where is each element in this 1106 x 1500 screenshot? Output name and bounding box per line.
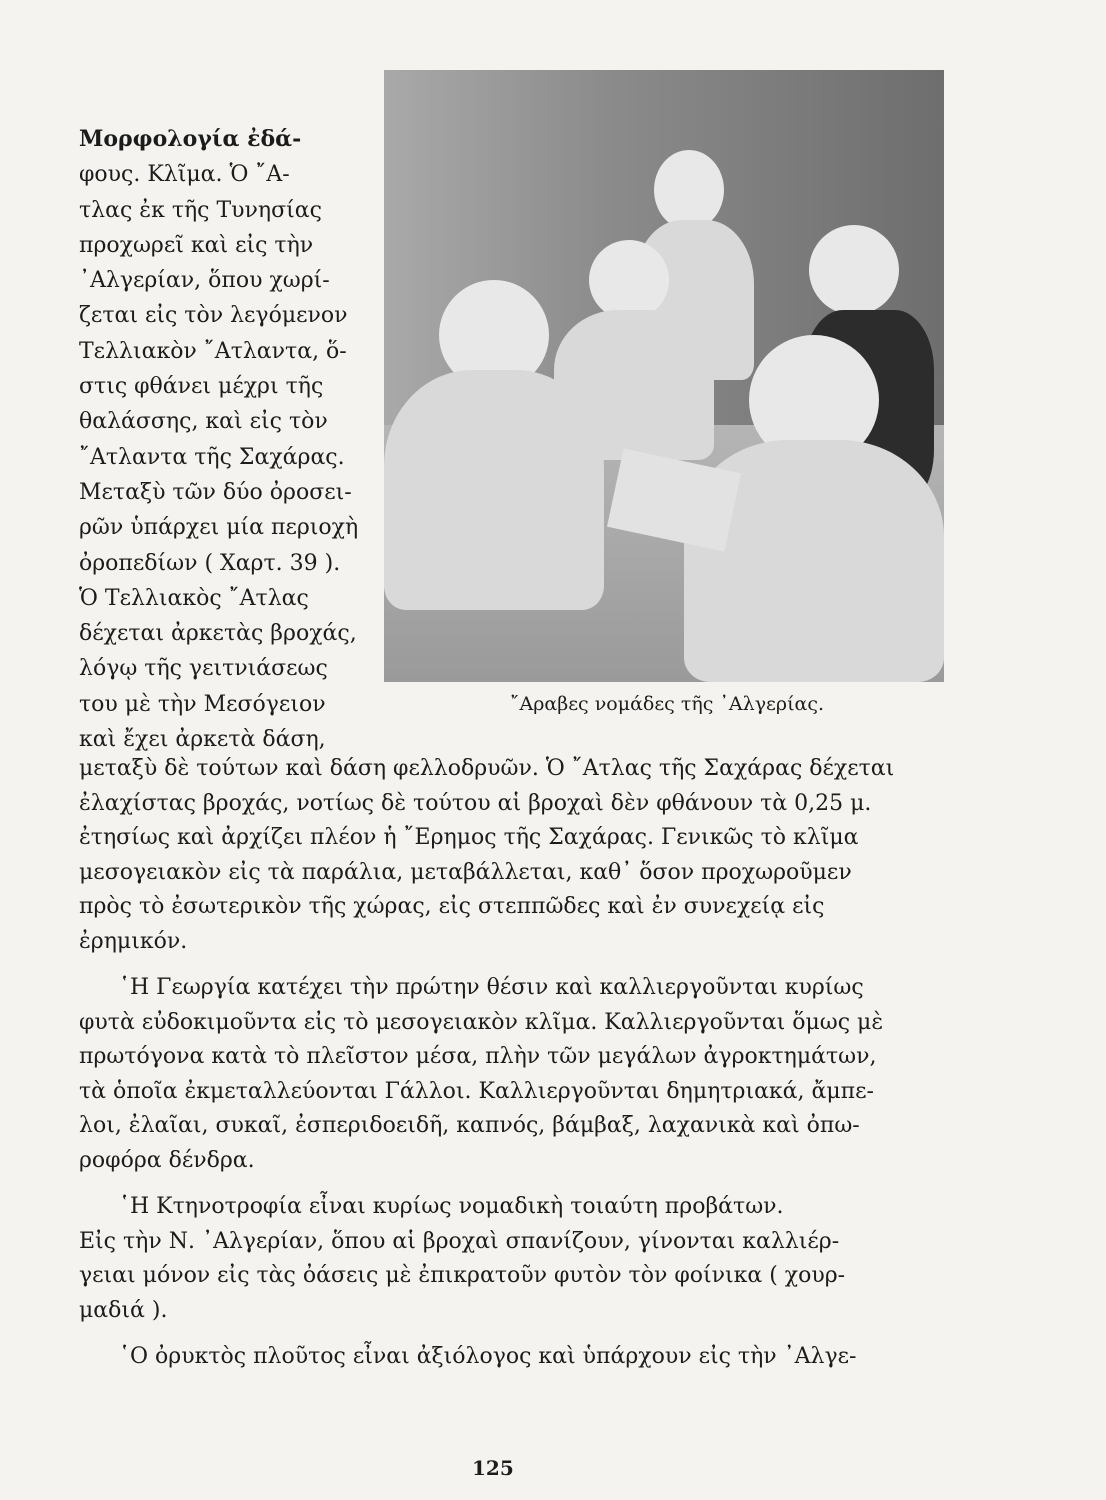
body-line: γειαι μόνον εἰς τὰς ὀάσεις μὲ ἐπικρατοῦν φυτὸν τὸν φοίνικα ( χουρ- xyxy=(79,1263,846,1288)
side-line: προχωρεῖ καὶ εἰς τὴν xyxy=(79,232,314,258)
side-line: θαλάσσης, καὶ εἰς τὸν xyxy=(79,409,328,435)
body-line: ἐλαχίστας βροχάς, νοτίως δὲ τούτου αἱ βροχαὶ δὲν φθάνουν τὰ 0,25 μ. xyxy=(79,790,872,816)
body-line: ῾Η Κτηνοτροφία εἶναι κυρίως νομαδικὴ τοιαύτη προβάτων. xyxy=(119,1194,784,1219)
body-line: ἐτησίως καὶ ἀρχίζει πλέον ἡ ῎Ερημος τῆς Σαχάρας. Γενικῶς τὸ κλῖμα xyxy=(79,825,859,850)
photo-caption: ῎Αραβες νομάδες τῆς ᾿Αλγερίας. xyxy=(510,693,825,715)
body-line: μαδιά ). xyxy=(79,1297,168,1323)
side-line: ῎Ατλαντα τῆς Σαχάρας. xyxy=(79,444,345,470)
side-line: Ὁ Τελλιακὸς ῎Ατλας xyxy=(79,585,309,611)
body-line: ροφόρα δένδρα. xyxy=(79,1147,255,1173)
side-line: Τελλιακὸν ῎Ατλαντα, ὅ- xyxy=(79,338,347,364)
paragraph-mineral-wealth xyxy=(79,1340,909,1375)
side-line: Μεταξὺ τῶν δύο ὀροσει- xyxy=(79,479,352,505)
side-line: ᾿Αλγερίαν, ὅπου χωρί- xyxy=(79,268,330,294)
body-line: μεταξὺ δὲ τούτων καὶ δάση φελλοδρυῶν. Ὁ ῎Ατλας τῆς Σαχάρας δέχεται xyxy=(79,756,895,781)
body-line: φυτὰ εὐδοκιμοῦντα εἰς τὸ μεσογειακὸν κλῖμα. Καλλιεργοῦνται ὅμως μὲ xyxy=(79,1009,884,1035)
body-line: ῾Ο ὀρυκτὸς πλοῦτος εἶναι ἀξιόλογος καὶ ὑπάρχουν εἰς τὴν ᾿Αλγε- xyxy=(119,1344,857,1369)
body-line: Εἰς τὴν Ν. ᾿Αλγερίαν, ὅπου αἱ βροχαὶ σπανίζουν, γίνονται καλλιέρ- xyxy=(79,1228,840,1254)
side-line: λόγῳ τῆς γειτνιάσεως xyxy=(79,656,328,682)
body-line: μεσογειακὸν εἰς τὰ παράλια, μεταβάλλεται, καθ᾿ ὅσον προχωροῦμεν xyxy=(79,859,852,885)
body-line: πρὸς τὸ ἐσωτερικὸν τῆς χώρας, εἰς στεππῶδες καὶ ἐν συνεχείᾳ εἰς xyxy=(79,894,825,919)
side-line: καὶ ἔχει ἀρκετὰ δάση, xyxy=(79,727,326,753)
paragraph-climate xyxy=(79,752,909,959)
side-line: του μὲ τὴν Μεσόγειον xyxy=(79,691,326,717)
body-line: τὰ ὁποῖα ἐκμεταλλεύονται Γάλλοι. Καλλιεργοῦνται δημητριακά, ἄμπε- xyxy=(79,1078,874,1104)
side-line: ὀροπεδίων ( Χαρτ. 39 ). xyxy=(79,550,341,576)
main-body-text xyxy=(79,752,909,1375)
side-line: φους. Κλῖμα. Ὁ ῎Α- xyxy=(79,162,290,188)
body-line: λοι, ἐλαῖαι, συκαῖ, ἐσπεριδοειδῆ, καπνός, βάμβαξ, λαχανικὰ καὶ ὀπω- xyxy=(79,1113,860,1138)
side-line: στις φθάνει μέχρι τῆς xyxy=(79,374,324,400)
side-line: Μορφολογία ἐδά- xyxy=(79,126,302,152)
side-line: τλας ἐκ τῆς Τυνησίας xyxy=(79,197,322,223)
photograph-arab-nomads xyxy=(384,70,944,682)
body-line: ῾Η Γεωργία κατέχει τὴν πρώτην θέσιν καὶ καλλιεργοῦνται κυρίως xyxy=(119,975,864,1000)
page-number: 125 xyxy=(472,1456,514,1480)
side-line: δέχεται ἀρκετὰς βροχάς, xyxy=(79,621,357,647)
side-line: ζεται εἰς τὸν λεγόμενον xyxy=(79,303,348,329)
body-line: ἐρημικόν. xyxy=(79,928,188,954)
paragraph-agriculture xyxy=(79,971,909,1178)
side-column-text xyxy=(79,122,379,757)
paragraph-livestock xyxy=(79,1190,909,1328)
side-line: ρῶν ὑπάρχει μία περιοχὴ xyxy=(79,515,359,541)
body-line: πρωτόγονα κατὰ τὸ πλεῖστον μέσα, πλὴν τῶν μεγάλων ἀγροκτημάτων, xyxy=(79,1044,877,1069)
